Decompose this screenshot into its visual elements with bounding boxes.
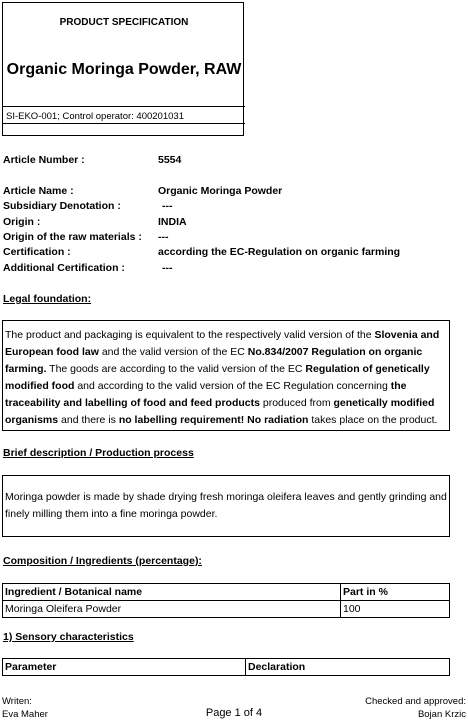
article-number-value: 5554 (158, 154, 182, 166)
origin-raw-value: --- (158, 231, 169, 243)
legal-text: takes place on the product. (308, 414, 438, 426)
header-divider (3, 106, 245, 107)
description-box (2, 475, 450, 537)
legal-text-bold: Regulation of genetically modified food (5, 363, 430, 392)
additional-certification-label: Additional Certification : (3, 262, 125, 274)
spec-label: PRODUCT SPECIFICATION (59, 17, 189, 28)
certification-label: Certification : (3, 246, 71, 258)
legal-text-bold: the traceability and labelling of food and feed products (5, 380, 407, 409)
sensory-heading: 1) Sensory characteristics (3, 631, 134, 643)
subsidiary-label: Subsidiary Denotation : (3, 200, 121, 212)
description-heading: Brief description / Production process (3, 447, 194, 459)
composition-heading: Composition / Ingredients (percentage): (3, 555, 202, 567)
sensory-table (2, 658, 450, 676)
column-header-declaration: Declaration (246, 659, 450, 676)
origin-label: Origin : (3, 216, 41, 228)
checked-name: Bojan Krzic (417, 709, 466, 720)
header-box (2, 2, 244, 136)
table-row (3, 601, 450, 618)
header-divider (3, 123, 245, 124)
certification-value: according the EC-Regulation on organic farming (158, 246, 401, 258)
article-name-value: Organic Moringa Powder (158, 185, 283, 197)
part-cell: 100 (341, 601, 450, 618)
legal-heading: Legal foundation: (3, 293, 92, 305)
legal-text: The goods are according to the valid version of the EC (46, 363, 306, 375)
written-label: Writen: (2, 696, 32, 707)
checked-label: Checked and approved: (365, 696, 466, 707)
legal-text: and according to the valid version of the EC Regulation concerning (74, 380, 391, 392)
legal-text-bold: No.834/2007 Regulation on organic farming. (5, 346, 423, 375)
table-header-row (3, 584, 450, 601)
legal-text-bold: Slovenia and European food law (5, 329, 440, 358)
origin-value: INDIA (158, 216, 187, 228)
legal-text-box (2, 320, 450, 431)
subsidiary-value: --- (162, 200, 173, 212)
description-text: Moringa powder is made by shade drying fresh moringa oleifera leaves and gently grinding and finely milling them into a fine moringa powder. (5, 491, 447, 520)
origin-raw-label: Origin of the raw materials : (3, 231, 142, 243)
legal-text-bold: genetically modified organisms (5, 397, 435, 426)
column-header-ingredient: Ingredient / Botanical name (3, 584, 341, 601)
page-number: Page 1 of 4 (205, 707, 263, 719)
legal-text: produced from (259, 397, 334, 409)
written-name: Eva Maher (2, 709, 48, 720)
legal-text: and there is (58, 414, 119, 426)
ingredient-cell: Moringa Oleifera Powder (3, 601, 341, 618)
legal-text: and the valid version of the EC (98, 346, 248, 358)
additional-certification-value: --- (162, 262, 173, 274)
table-header-row (3, 659, 450, 676)
legal-text-bold: no labelling requirement! No radiation (118, 414, 309, 426)
article-name-label: Article Name : (3, 185, 74, 197)
control-operator-line: SI-EKO-001; Control operator: 400201031 (6, 111, 184, 122)
column-header-parameter: Parameter (3, 659, 246, 676)
composition-table (2, 583, 450, 618)
product-title: Organic Moringa Powder, RAW (6, 61, 242, 78)
article-number-label: Article Number : (3, 154, 85, 166)
column-header-part: Part in % (341, 584, 450, 601)
legal-text: The product and packaging is equivalent to the respectively valid version of the (5, 329, 375, 341)
